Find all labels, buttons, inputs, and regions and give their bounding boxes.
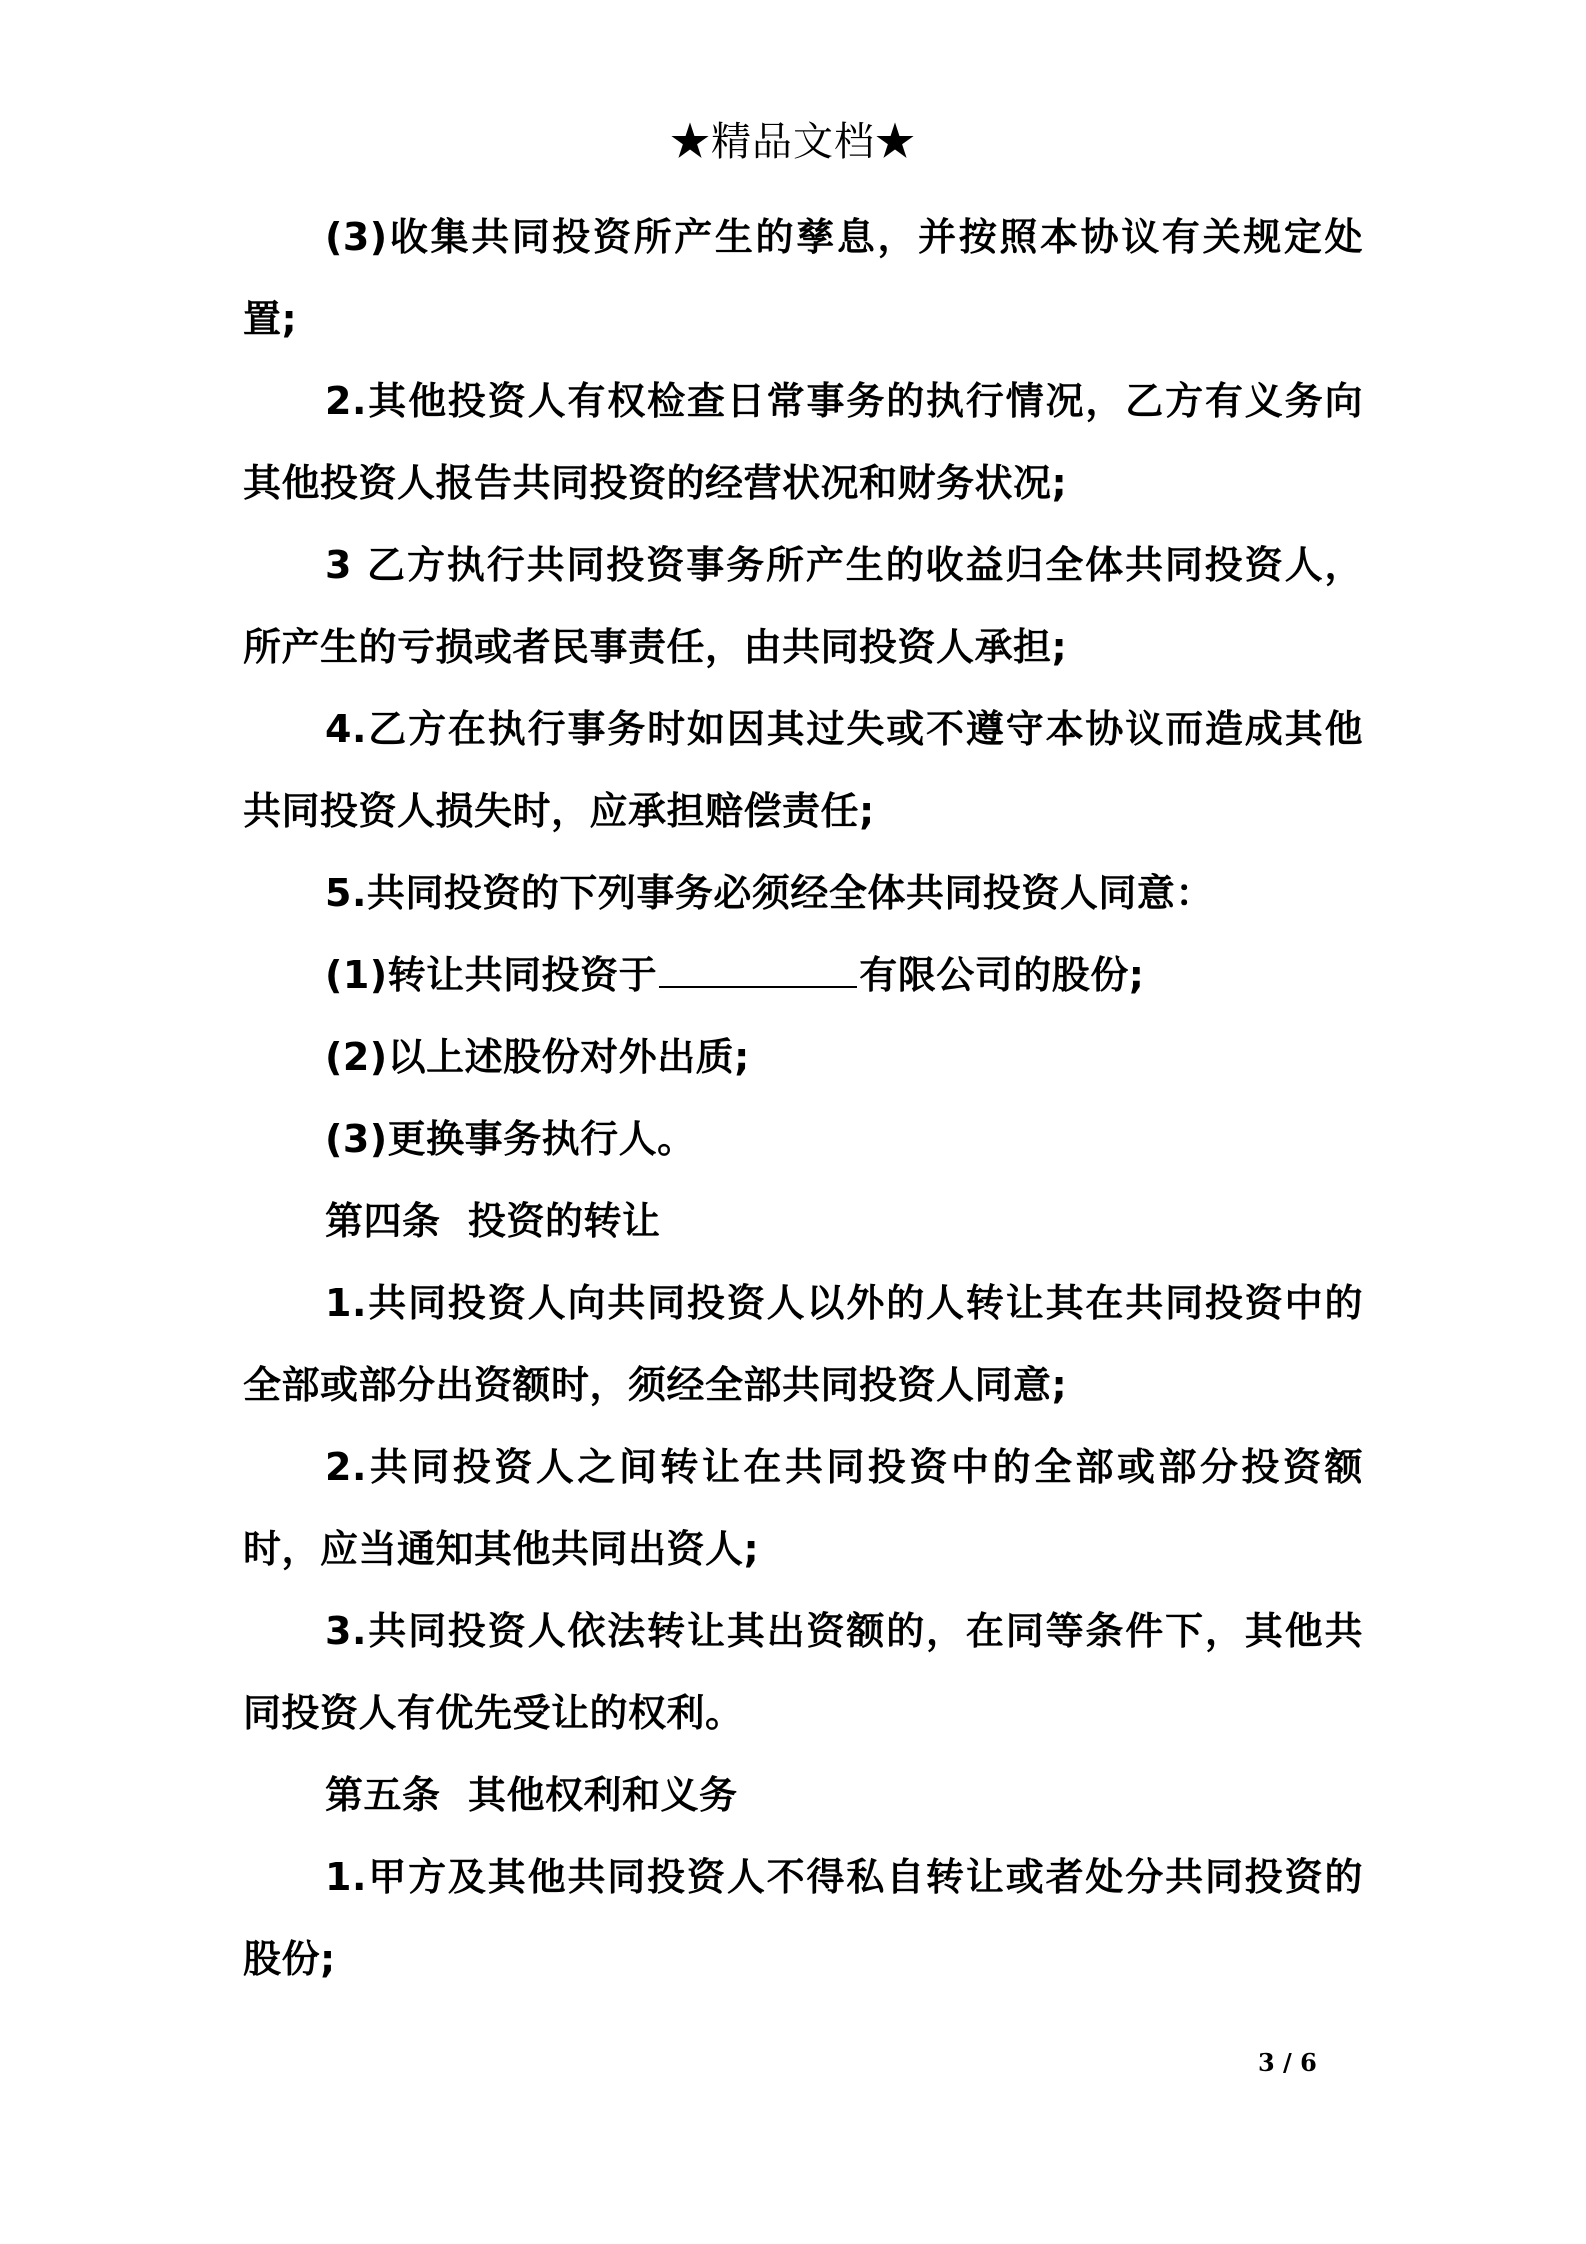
document-body (243, 196, 1363, 2000)
paragraph: 2.其他投资人有权检查日常事务的执行情况，乙方有义务向其他投资人报告共同投资的经营状况和财务状况; (243, 379, 1363, 505)
paragraph: 3 乙方执行共同投资事务所产生的收益归全体共同投资人，所产生的亏损或者民事责任，由共同投资人承担; (243, 543, 1363, 669)
transfer-item-text-before: (1)转让共同投资于 (325, 953, 658, 997)
paragraph: (3)收集共同投资所产生的孳息，并按照本协议有关规定处置; (243, 215, 1363, 341)
paragraph: (3)更换事务执行人。 (325, 1117, 696, 1161)
page-header: ★精品文档★ (670, 119, 916, 165)
paragraph: 1.甲方及其他共同投资人不得私自转让或者处分共同投资的股份; (243, 1855, 1363, 1981)
paragraph: 1.共同投资人向共同投资人以外的人转让其在共同投资中的全部或部分出资额时，须经全部共同投资人同意; (243, 1281, 1363, 1407)
paragraph: 2.共同投资人之间转让在共同投资中的全部或部分投资额时，应当通知其他共同出资人; (243, 1445, 1363, 1571)
paragraph: 3.共同投资人依法转让其出资额的，在同等条件下，其他共同投资人有优先受让的权利。 (243, 1609, 1363, 1735)
page-number: 3 / 6 (1258, 2048, 1317, 2077)
transfer-item-text-after: 有限公司的股份; (859, 953, 1145, 997)
paragraph: 4.乙方在执行事务时如因其过失或不遵守本协议而造成其他共同投资人损失时，应承担赔偿责任; (243, 707, 1363, 833)
transfer-item-paragraph (243, 934, 1363, 1016)
paragraph: 5.共同投资的下列事务必须经全体共同投资人同意： (325, 871, 1214, 915)
section-heading: 第五条 其他权利和义务 (325, 1773, 738, 1817)
fill-in-blank (659, 950, 857, 988)
section-heading: 第四条 投资的转让 (325, 1199, 661, 1243)
paragraph: (2)以上述股份对外出质; (325, 1035, 750, 1079)
